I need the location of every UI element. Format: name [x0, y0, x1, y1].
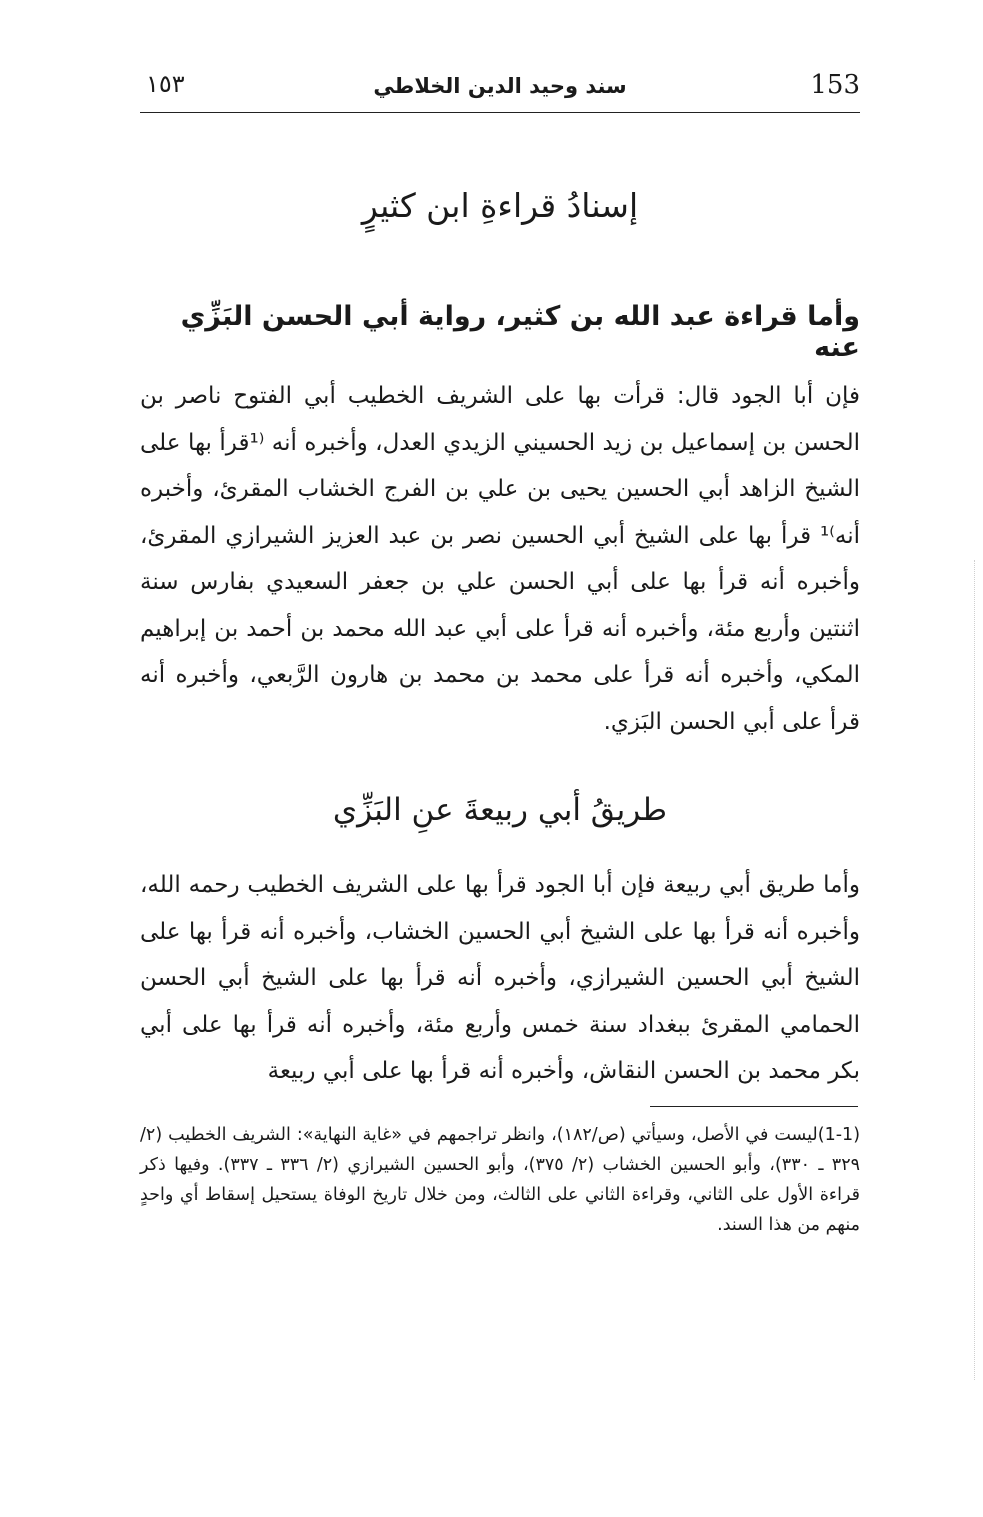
section-subtitle-bazzi: وأما قراءة عبد الله بن كثير، رواية أبي الحسن البَزِّي عنه	[180, 301, 860, 363]
page-header	[140, 66, 860, 110]
footnote-rule	[650, 1106, 858, 1107]
running-title: سند وحيد الدين الخلاطي	[373, 74, 627, 98]
body-paragraph-2: وأما طريق أبي ربيعة فإن أبا الجود قرأ بها على الشريف الخطيب رحمه الله، وأخبره أنه قرأ بها على الشيخ أبي الحسين الخشاب، وأخبره أنه قرأ بها على الشيخ أبي الحسين الشيرازي، وأخبره أنه قرأ بها على الشيخ أبي الحسن الحمامي المقرئ ببغداد سنة خمس وأربع مئة، وأخبره أنه قرأ بها على أبي بكر محمد بن الحسن النقاش، وأخبره أنه قرأ بها على أبي ربيعة	[140, 872, 860, 1084]
footnote: (1-1)ليست في الأصل، وسيأتي (ص/١٨٢)، وانظر تراجمهم في «غاية النهاية»: الشريف الخطيب (٢/ ٣٢٩ ـ ٣٣٠)، وأبو الحسين الخشاب (٢/ ٣٧٥)، وأبو الحسين الشيرازي (٢/ ٣٣٦ ـ ٣٣٧). وفيها ذكر قراءة الأول على الثاني، وقراءة الثاني على الثالث، ومن خلال تاريخ الوفاة يستحيل إسقاط أي واحدٍ منهم من هذا السند.	[140, 1125, 861, 1235]
page-number-latin: 153	[810, 70, 860, 100]
header-rule	[140, 112, 860, 113]
section-title-ibn-kathir: إسنادُ قراءةِ ابن كثيرٍ	[361, 186, 639, 225]
section-title-abu-rabia: طريقُ أبي ربيعةَ عنِ البَزِّي	[332, 792, 668, 828]
page-number-arabic: ١٥٣	[146, 70, 185, 98]
scan-edge-mark	[974, 560, 975, 1380]
body-paragraph-1: فإن أبا الجود قال: قرأت بها على الشريف الخطيب أبي الفتوح ناصر بن الحسن بن إسماعيل بن زيد الحسيني الزيدي العدل، وأخبره أنه ⁽¹قرأ بها على الشيخ الزاهد أبي الحسين يحيى بن علي بن الفرج الخشاب المقرئ، وأخبره أنه⁾¹ قرأ بها على الشيخ أبي الحسين نصر بن عبد العزيز الشيرازي المقرئ، وأخبره أنه قرأ بها على أبي الحسن علي بن جعفر السعيدي بفارس سنة اثنتين وأربع مئة، وأخبره أنه قرأ على أبي عبد الله محمد بن أحمد بن إبراهيم المكي، وأخبره أنه قرأ على محمد بن محمد بن هارون الرَّبعي، وأخبره أنه قرأ على أبي الحسن البَزي.	[140, 383, 861, 735]
